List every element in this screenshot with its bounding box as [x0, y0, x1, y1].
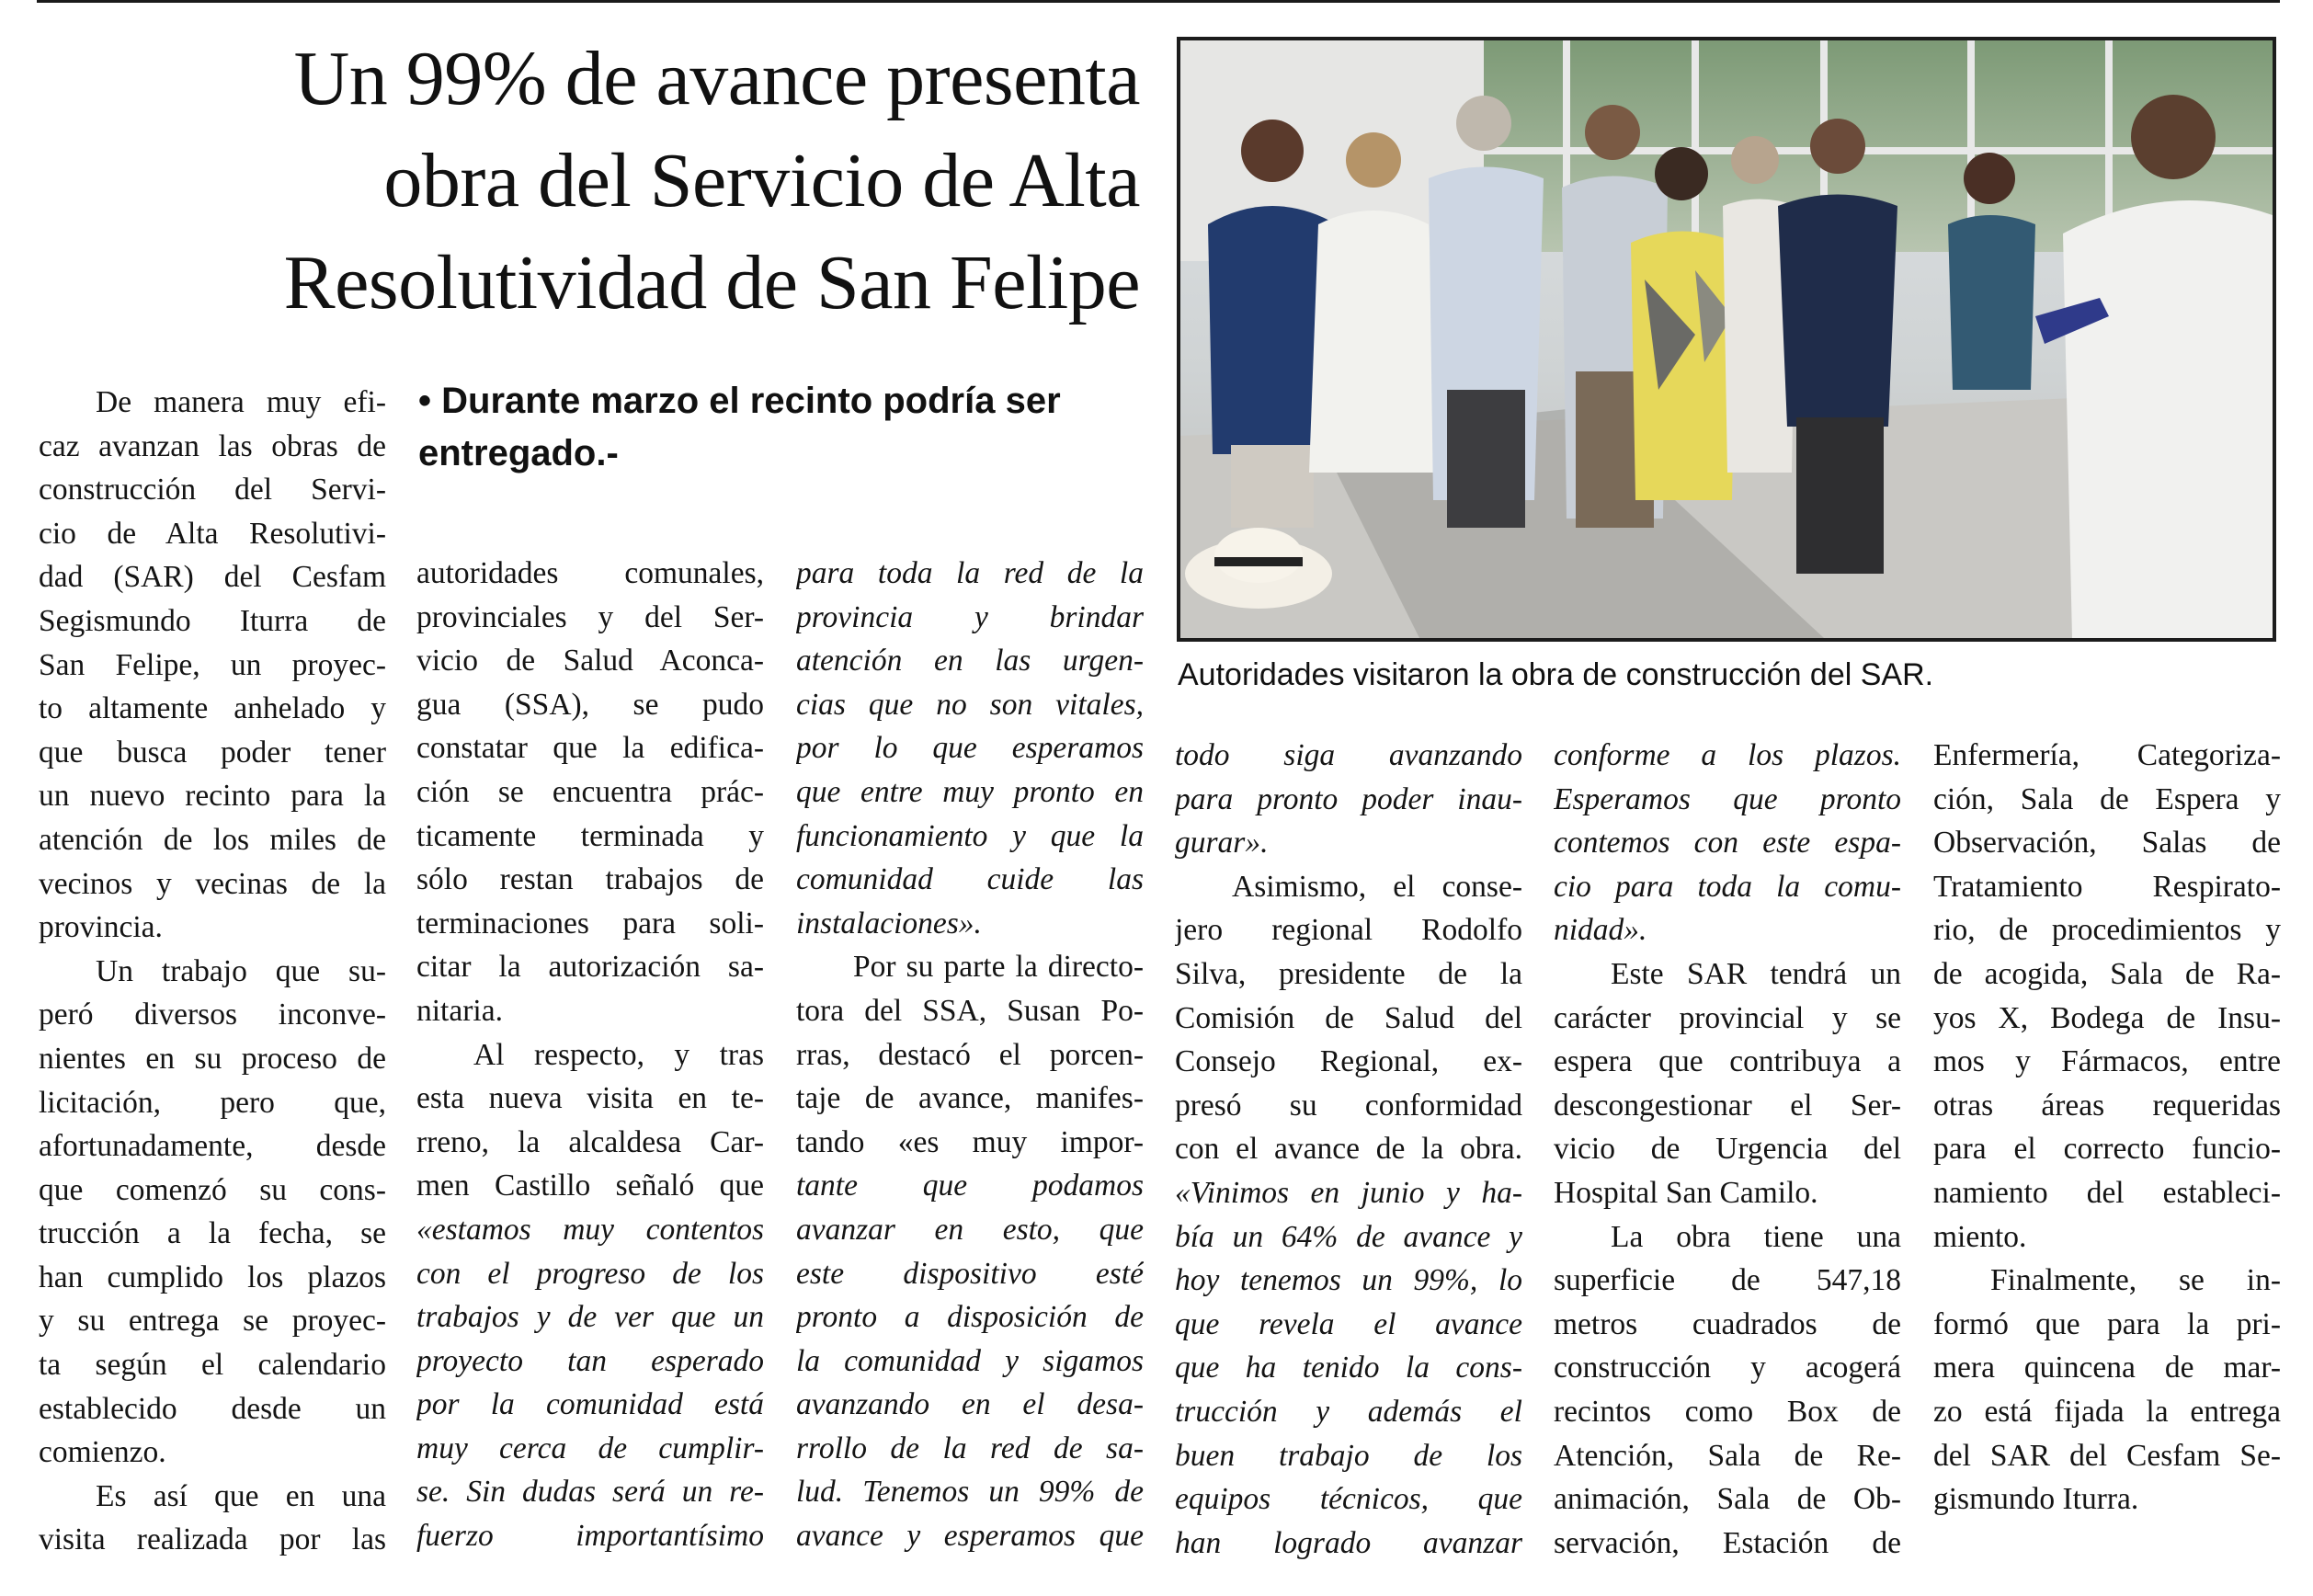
- quote-line: que revela el avance: [1175, 1306, 1522, 1341]
- quote-line: Esperamos que pronto: [1554, 781, 1901, 816]
- text-line: San Felipe, un proyec-: [39, 647, 386, 682]
- photo-caption: Autoridades visitaron la obra de construcción del SAR.: [1178, 657, 1934, 692]
- quote-line: que entre muy pronto en: [796, 774, 1144, 809]
- text-line: peró diversos inconve-: [39, 998, 386, 1032]
- quote-line: han logrado avanzar: [1175, 1525, 1522, 1560]
- text-line: tando «es muy impor-: [796, 1124, 1144, 1159]
- headline: [37, 28, 1140, 334]
- text-line: Es así que en una: [96, 1478, 386, 1513]
- text-line: que busca poder tener: [39, 735, 386, 770]
- headline-line: obra del Servicio de Alta: [383, 138, 1140, 223]
- quote-line: fuerzo importantísimo: [416, 1519, 764, 1554]
- text-line: esta nueva visita en te-: [416, 1081, 764, 1116]
- text-line: miento.: [1933, 1219, 2027, 1254]
- quote-line: rrollo de la red de sa-: [796, 1431, 1144, 1465]
- text-line: De manera muy efi-: [96, 385, 386, 419]
- top-rule: [37, 0, 2280, 3]
- text-line: recintos como Box de: [1554, 1394, 1901, 1429]
- quote-line: este dispositivo esté: [796, 1256, 1144, 1291]
- text-line: atención de los miles de: [39, 822, 386, 857]
- quote-line: cio para toda la comu-: [1554, 869, 1901, 904]
- text-line: vicio de Salud Aconca-: [416, 644, 764, 678]
- text-line: vicio de Urgencia del: [1554, 1132, 1901, 1167]
- quote-line: conforme a los plazos.: [1554, 738, 1901, 772]
- text-line: Observación, Salas de: [1933, 826, 2281, 861]
- quote-line: la comunidad y sigamos: [796, 1343, 1144, 1378]
- quote-line: «estamos muy contentos: [416, 1212, 764, 1247]
- quote-line: por lo que esperamos: [796, 731, 1144, 766]
- text-line: Enfermería, Categoriza-: [1933, 738, 2281, 772]
- quote-line: se. Sin dudas será un re-: [416, 1475, 764, 1510]
- text-line: dad (SAR) del Cesfam: [39, 560, 386, 595]
- text-line: para el correcto funcio-: [1933, 1132, 2281, 1167]
- text-line: La obra tiene una: [1611, 1219, 1901, 1254]
- text-line: afortunadamente, desde: [39, 1129, 386, 1164]
- quote-line: que ha tenido la cons-: [1175, 1351, 1522, 1385]
- text-line: terminaciones para soli-: [416, 906, 764, 940]
- quote-line: proyecto tan esperado: [416, 1343, 764, 1378]
- text-line: construcción del Servi-: [39, 473, 386, 507]
- text-line: formó que para la pri-: [1933, 1306, 2281, 1341]
- text-line: Segismundo Iturra de: [39, 603, 386, 638]
- quote-line: «Vinimos en junio y ha-: [1175, 1175, 1522, 1210]
- quote-line: tante que podamos: [796, 1168, 1144, 1203]
- quote-line: comunidad cuide las: [796, 862, 1144, 897]
- text-line: rreno, la alcaldesa Car-: [416, 1124, 764, 1159]
- text-line: gua (SSA), se pudo: [416, 687, 764, 722]
- text-line: servación, Estación de: [1554, 1525, 1901, 1560]
- quote-line: con el progreso de los: [416, 1256, 764, 1291]
- text-line: citar la autorización sa-: [416, 950, 764, 985]
- text-line: rras, destacó el porcen-: [796, 1037, 1144, 1072]
- text-line: rio, de procedimientos y: [1933, 913, 2281, 948]
- text-line: otras áreas requeridas: [1933, 1088, 2281, 1123]
- article-column-3: [796, 552, 1144, 1558]
- text-line: Asimismo, el conse-: [1232, 869, 1522, 904]
- quote-line: por la comunidad está: [416, 1387, 764, 1422]
- quote-line: avanzando en el desa-: [796, 1387, 1144, 1422]
- text-line: gismundo Iturra.: [1933, 1482, 2139, 1517]
- quote-line: cias que no son vitales,: [796, 687, 1144, 722]
- quote-line: muy cerca de cumplir-: [416, 1431, 764, 1465]
- quote-line: avanzar en esto, que: [796, 1212, 1144, 1247]
- text-line: y su entrega se proyec-: [39, 1304, 386, 1339]
- text-line: superficie de 547,18: [1554, 1263, 1901, 1298]
- text-line: sólo restan trabajos de: [416, 862, 764, 897]
- text-line: autoridades comunales,: [416, 556, 764, 590]
- quote-line: avance y esperamos que: [796, 1519, 1144, 1554]
- quote-line: para toda la red de la: [796, 556, 1144, 590]
- text-line: Por su parte la directo-: [853, 950, 1144, 985]
- text-line: men Castillo señaló que: [416, 1168, 764, 1203]
- article-column-5: [1554, 734, 1901, 1565]
- text-line: provincia.: [39, 910, 163, 945]
- text-line: namiento del estableci-: [1933, 1175, 2281, 1210]
- quote-line: instalaciones».: [796, 906, 982, 940]
- text-line: construcción y acogerá: [1554, 1351, 1901, 1385]
- quote-line: buen trabajo de los: [1175, 1438, 1522, 1473]
- text-line: zo está fijada la entrega: [1933, 1394, 2281, 1429]
- text-line: un nuevo recinto para la: [39, 779, 386, 814]
- text-line: ta según el calendario: [39, 1348, 386, 1383]
- text-line: ción se encuentra prác-: [416, 774, 764, 809]
- text-line: establecido desde un: [39, 1391, 386, 1426]
- text-line: visita realizada por las: [39, 1522, 386, 1557]
- text-line: nitaria.: [416, 993, 503, 1028]
- text-line: vecinos y vecinas de la: [39, 866, 386, 901]
- text-line: jero regional Rodolfo: [1175, 913, 1522, 948]
- text-line: ticamente terminada y: [416, 818, 764, 853]
- text-line: presó su conformidad: [1175, 1088, 1522, 1123]
- text-line: Hospital San Camilo.: [1554, 1175, 1818, 1210]
- quote-line: para pronto poder inau-: [1175, 781, 1522, 816]
- text-line: comienzo.: [39, 1435, 166, 1470]
- quote-line: atención en las urgen-: [796, 644, 1144, 678]
- quote-line: trabajos y de ver que un: [416, 1300, 764, 1335]
- text-line: cio de Alta Resolutivi-: [39, 516, 386, 551]
- quote-line: todo siga avanzando: [1175, 738, 1522, 772]
- text-line: tora del SSA, Susan Po-: [796, 993, 1144, 1028]
- text-line: yos X, Bodega de Insu-: [1933, 1000, 2281, 1035]
- quote-line: hoy tenemos un 99%, lo: [1175, 1263, 1522, 1298]
- deck-subheading: • Durante marzo el recinto podría ser entregado.-: [418, 381, 1061, 473]
- text-line: del SAR del Cesfam Se-: [1933, 1438, 2281, 1473]
- text-line: taje de avance, manifes-: [796, 1081, 1144, 1116]
- text-line: caz avanzan las obras de: [39, 428, 386, 463]
- text-line: Atención, Sala de Re-: [1554, 1438, 1901, 1473]
- quote-line: funcionamiento y que la: [796, 818, 1144, 853]
- photo-illustration: [1180, 40, 2273, 638]
- text-line: to altamente anhelado y: [39, 691, 386, 726]
- article-column-1: [39, 381, 386, 1562]
- text-line: licitación, pero que,: [39, 1085, 386, 1120]
- text-line: animación, Sala de Ob-: [1554, 1482, 1901, 1517]
- article-column-4: [1175, 734, 1522, 1565]
- text-line: Al respecto, y tras: [473, 1037, 764, 1072]
- quote-line: nidad».: [1554, 913, 1647, 948]
- text-line: que comenzó su cons-: [39, 1172, 386, 1207]
- text-line: Este SAR tendrá un: [1611, 956, 1901, 991]
- text-line: de acogida, Sala de Ra-: [1933, 956, 2281, 991]
- text-line: trucción a la fecha, se: [39, 1216, 386, 1251]
- headline-line: Un 99% de avance presenta: [293, 36, 1140, 121]
- text-line: Finalmente, se in-: [1990, 1263, 2281, 1298]
- text-line: descongestionar el Ser-: [1554, 1088, 1901, 1123]
- quote-line: contemos con este espa-: [1554, 826, 1901, 861]
- text-line: carácter provincial y se: [1554, 1000, 1901, 1035]
- text-line: metros cuadrados de: [1554, 1306, 1901, 1341]
- text-line: nientes en su proceso de: [39, 1041, 386, 1076]
- news-photo: [1177, 37, 2276, 642]
- text-line: mera quincena de mar-: [1933, 1351, 2281, 1385]
- text-line: mos y Fármacos, entre: [1933, 1044, 2281, 1079]
- text-line: provinciales y del Ser-: [416, 599, 764, 634]
- text-line: Tratamiento Respirato-: [1933, 869, 2281, 904]
- text-line: han cumplido los plazos: [39, 1260, 386, 1294]
- text-line: Un trabajo que su-: [96, 953, 386, 988]
- quote-line: provincia y brindar: [796, 599, 1144, 634]
- quote-line: pronto a disposición de: [796, 1300, 1144, 1335]
- quote-line: trucción y además el: [1175, 1394, 1522, 1429]
- quote-line: lud. Tenemos un 99% de: [796, 1475, 1144, 1510]
- text-line: ción, Sala de Espera y: [1933, 781, 2281, 816]
- headline-line: Resolutividad de San Felipe: [283, 240, 1140, 325]
- text-line: constatar que la edifica-: [416, 731, 764, 766]
- article-column-6: [1933, 734, 2281, 1522]
- text-line: Comisión de Salud del: [1175, 1000, 1522, 1035]
- text-line: con el avance de la obra.: [1175, 1132, 1522, 1167]
- text-line: Silva, presidente de la: [1175, 956, 1522, 991]
- article-column-2: [416, 552, 764, 1558]
- quote-line: gurar».: [1175, 826, 1269, 861]
- text-line: espera que contribuya a: [1554, 1044, 1901, 1079]
- quote-line: bía un 64% de avance y: [1175, 1219, 1522, 1254]
- text-line: Consejo Regional, ex-: [1175, 1044, 1522, 1079]
- quote-line: equipos técnicos, que: [1175, 1482, 1522, 1517]
